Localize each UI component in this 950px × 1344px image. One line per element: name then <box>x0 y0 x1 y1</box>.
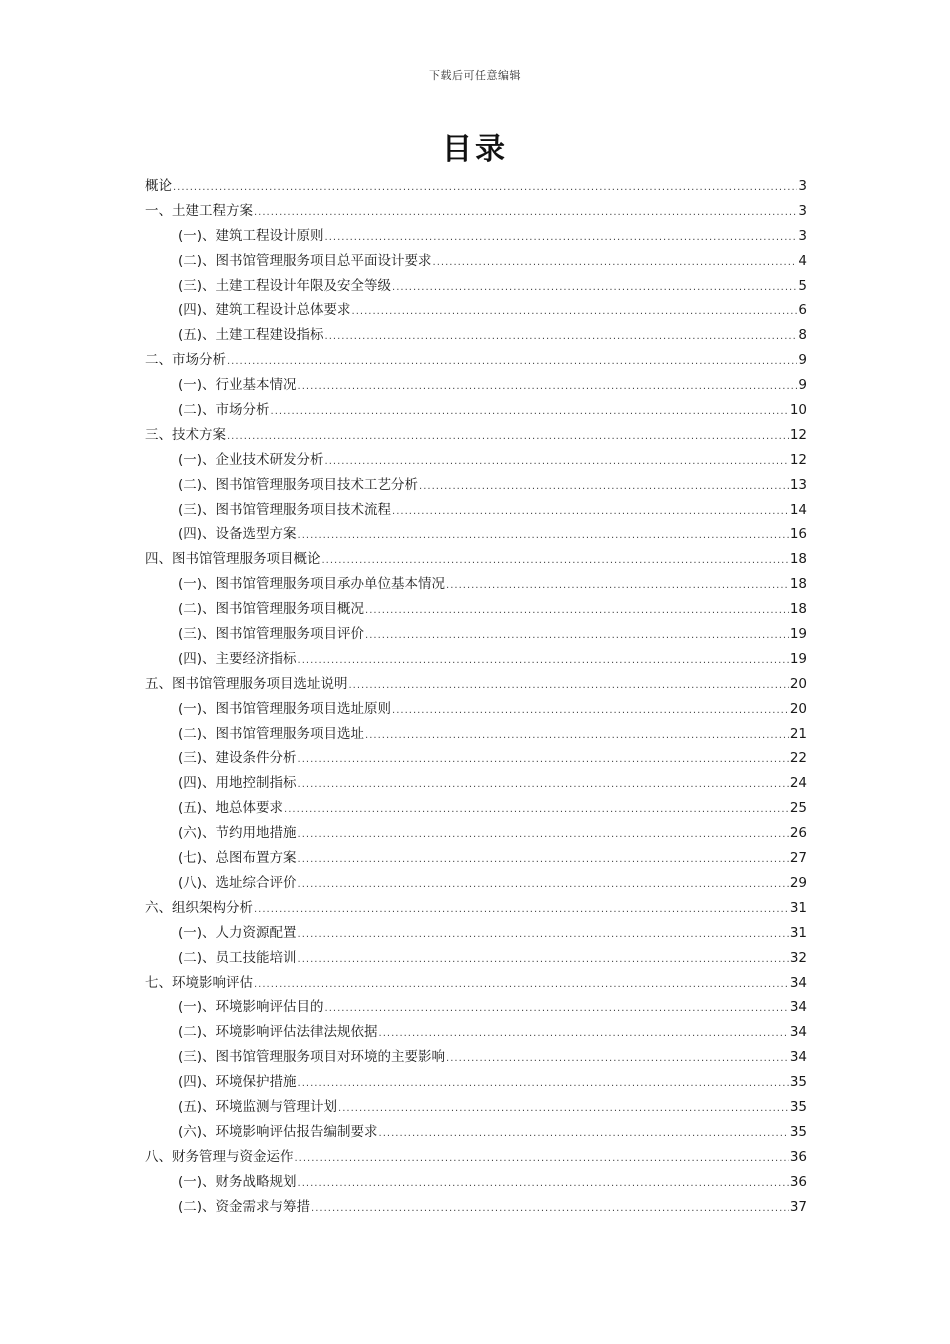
toc-dot-leader <box>227 425 789 450</box>
toc-dot-leader <box>298 1172 789 1197</box>
toc-page-number: 8 <box>798 327 807 344</box>
toc-dot-leader <box>298 773 789 798</box>
toc-page-number: 34 <box>789 1049 807 1066</box>
toc-entry-text: (五)、土建工程建设指标 <box>178 327 324 344</box>
toc-entry-section[interactable] <box>145 846 807 871</box>
toc-entry-text: 二、市场分析 <box>145 352 226 369</box>
toc-page-number: 3 <box>798 227 807 244</box>
toc-entry-section[interactable] <box>145 522 807 547</box>
toc-dot-leader <box>325 450 789 475</box>
toc-dot-leader <box>298 1072 789 1097</box>
toc-entry-text: (三)、土建工程设计年限及安全等级 <box>178 277 392 294</box>
toc-entry-section[interactable] <box>145 323 807 348</box>
toc-entry-text: (一)、图书馆管理服务项目承办单位基本情况 <box>178 576 446 593</box>
toc-entry-section[interactable] <box>145 1045 807 1070</box>
toc-dot-leader <box>446 574 789 599</box>
toc-entry-section[interactable] <box>145 473 807 498</box>
toc-entry-text: 八、财务管理与资金运作 <box>145 1148 294 1165</box>
toc-entry-text: (二)、资金需求与筹措 <box>178 1198 311 1215</box>
toc-page-number: 12 <box>789 426 807 443</box>
toc-dot-leader <box>254 898 789 923</box>
toc-entry-text: (四)、环境保护措施 <box>178 1074 297 1091</box>
toc-entry-text: (六)、环境影响评估报告编制要求 <box>178 1123 378 1140</box>
toc-page-number: 18 <box>789 576 807 593</box>
toc-dot-leader <box>365 624 789 649</box>
toc-entry-text: (一)、人力资源配置 <box>178 924 297 941</box>
toc-page-number: 6 <box>798 302 807 319</box>
toc-entry-text: (二)、图书馆管理服务项目概况 <box>178 601 365 618</box>
toc-dot-leader <box>271 400 789 425</box>
toc-entry-chapter[interactable] <box>145 199 807 224</box>
toc-entry-section[interactable] <box>145 448 807 473</box>
toc-entry-chapter[interactable] <box>145 896 807 921</box>
toc-entry-section[interactable] <box>145 722 807 747</box>
toc-entry-text: (一)、财务战略规划 <box>178 1173 297 1190</box>
toc-page-number: 34 <box>789 999 807 1016</box>
toc-entry-text: (二)、图书馆管理服务项目选址 <box>178 725 365 742</box>
toc-page-number: 4 <box>798 252 807 269</box>
toc-entry-section[interactable] <box>145 224 807 249</box>
toc-entry-text: (四)、用地控制指标 <box>178 775 297 792</box>
toc-dot-leader <box>419 475 789 500</box>
toc-entry-text: 六、组织架构分析 <box>145 899 253 916</box>
toc-entry-text: 五、图书馆管理服务项目选址说明 <box>145 675 348 692</box>
toc-page-number: 35 <box>789 1123 807 1140</box>
toc-entry-section[interactable] <box>145 821 807 846</box>
toc-dot-leader <box>352 300 798 325</box>
toc-dot-leader <box>365 599 789 624</box>
toc-dot-leader <box>295 1147 789 1172</box>
toc-entry-text: 七、环境影响评估 <box>145 974 253 991</box>
toc-entry-chapter[interactable] <box>145 672 807 697</box>
toc-entry-section[interactable] <box>145 921 807 946</box>
toc-entry-section[interactable] <box>145 871 807 896</box>
toc-dot-leader <box>322 549 789 574</box>
toc-page-number: 18 <box>789 601 807 618</box>
toc-entry-section[interactable] <box>145 995 807 1020</box>
toc-entry-chapter[interactable] <box>145 348 807 373</box>
toc-entry-section[interactable] <box>145 647 807 672</box>
toc-page-number: 22 <box>789 750 807 767</box>
toc-page-number: 34 <box>789 974 807 991</box>
toc-entry-text: (四)、建筑工程设计总体要求 <box>178 302 351 319</box>
toc-page-number: 24 <box>789 775 807 792</box>
toc-dot-leader <box>173 176 797 201</box>
toc-entry-section[interactable] <box>145 373 807 398</box>
toc-dot-leader <box>446 1047 789 1072</box>
toc-entry-section[interactable] <box>145 946 807 971</box>
toc-entry-text: (二)、市场分析 <box>178 402 270 419</box>
toc-dot-leader <box>298 948 789 973</box>
table-of-contents <box>145 174 807 1219</box>
toc-dot-leader <box>379 1122 789 1147</box>
toc-dot-leader <box>325 325 798 350</box>
toc-entry-text: (三)、图书馆管理服务项目评价 <box>178 626 365 643</box>
toc-entry-section[interactable] <box>145 622 807 647</box>
toc-page-number: 36 <box>789 1148 807 1165</box>
toc-entry-section[interactable] <box>145 298 807 323</box>
toc-dot-leader <box>392 699 789 724</box>
toc-page-number: 5 <box>798 277 807 294</box>
toc-entry-section[interactable] <box>145 796 807 821</box>
toc-entry-section[interactable] <box>145 597 807 622</box>
toc-dot-leader <box>298 375 798 400</box>
toc-entry-section[interactable] <box>145 249 807 274</box>
toc-entry-section[interactable] <box>145 697 807 722</box>
toc-dot-leader <box>298 923 789 948</box>
toc-dot-leader <box>254 973 789 998</box>
toc-page-number: 12 <box>789 451 807 468</box>
toc-entry-text: (一)、图书馆管理服务项目选址原则 <box>178 700 392 717</box>
toc-dot-leader <box>392 500 789 525</box>
toc-entry-section[interactable] <box>145 1195 807 1220</box>
toc-page-number: 3 <box>798 202 807 219</box>
toc-page-number: 35 <box>789 1074 807 1091</box>
toc-page-number: 21 <box>789 725 807 742</box>
toc-entry-chapter[interactable] <box>145 174 807 199</box>
toc-entry-text: (一)、建筑工程设计原则 <box>178 227 324 244</box>
toc-page-number: 14 <box>789 501 807 518</box>
toc-entry-text: (三)、建设条件分析 <box>178 750 297 767</box>
toc-entry-chapter[interactable] <box>145 547 807 572</box>
toc-page-number: 20 <box>789 700 807 717</box>
toc-dot-leader <box>298 524 789 549</box>
toc-entry-section[interactable] <box>145 398 807 423</box>
toc-entry-text: (一)、行业基本情况 <box>178 377 297 394</box>
toc-page-number: 9 <box>798 377 807 394</box>
toc-entry-text: 三、技术方案 <box>145 426 226 443</box>
toc-dot-leader <box>349 674 789 699</box>
toc-entry-text: (五)、地总体要求 <box>178 800 284 817</box>
toc-entry-text: (四)、主要经济指标 <box>178 650 297 667</box>
toc-dot-leader <box>365 724 789 749</box>
toc-page-number: 36 <box>789 1173 807 1190</box>
toc-dot-leader <box>379 1022 789 1047</box>
toc-entry-section[interactable] <box>145 1120 807 1145</box>
toc-page-number: 10 <box>789 402 807 419</box>
toc-dot-leader <box>298 649 789 674</box>
toc-dot-leader <box>298 873 789 898</box>
toc-entry-text: 四、图书馆管理服务项目概论 <box>145 551 321 568</box>
toc-dot-leader <box>227 350 797 375</box>
toc-entry-section[interactable] <box>145 274 807 299</box>
toc-entry-section[interactable] <box>145 1070 807 1095</box>
toc-page-number: 35 <box>789 1098 807 1115</box>
toc-entry-section[interactable] <box>145 771 807 796</box>
toc-dot-leader <box>311 1197 789 1222</box>
toc-dot-leader <box>284 798 789 823</box>
toc-page-number: 19 <box>789 626 807 643</box>
toc-dot-leader <box>325 226 798 251</box>
toc-page-number: 9 <box>798 352 807 369</box>
toc-entry-text: 概论 <box>145 178 172 194</box>
toc-page-number: 20 <box>789 675 807 692</box>
toc-page-number: 16 <box>789 526 807 543</box>
toc-entry-text: (一)、企业技术研发分析 <box>178 451 324 468</box>
toc-entry-text: (二)、图书馆管理服务项目技术工艺分析 <box>178 476 419 493</box>
toc-entry-chapter[interactable] <box>145 971 807 996</box>
toc-page-number: 37 <box>789 1198 807 1215</box>
toc-entry-section[interactable] <box>145 1020 807 1045</box>
toc-entry-text: (一)、环境影响评估目的 <box>178 999 324 1016</box>
toc-page-number: 29 <box>789 874 807 891</box>
toc-entry-text: (八)、选址综合评价 <box>178 874 297 891</box>
toc-entry-text: 一、土建工程方案 <box>145 202 253 219</box>
toc-page-number: 19 <box>789 650 807 667</box>
toc-entry-section[interactable] <box>145 572 807 597</box>
toc-dot-leader <box>433 251 798 276</box>
toc-entry-text: (二)、图书馆管理服务项目总平面设计要求 <box>178 252 432 269</box>
toc-dot-leader <box>254 201 797 226</box>
toc-entry-section[interactable] <box>145 746 807 771</box>
toc-entry-text: (四)、设备选型方案 <box>178 526 297 543</box>
toc-page-number: 25 <box>789 800 807 817</box>
toc-entry-chapter[interactable] <box>145 1145 807 1170</box>
toc-entry-text: (七)、总图布置方案 <box>178 850 297 867</box>
toc-dot-leader <box>298 748 789 773</box>
toc-dot-leader <box>338 1097 789 1122</box>
header-note: 下载后可任意编辑 <box>429 69 521 82</box>
toc-dot-leader <box>298 823 789 848</box>
toc-page-number: 26 <box>789 825 807 842</box>
toc-dot-leader <box>298 848 789 873</box>
toc-page-number: 31 <box>789 899 807 916</box>
toc-entry-section[interactable] <box>145 1170 807 1195</box>
toc-dot-leader <box>325 997 789 1022</box>
toc-title: 目录 <box>442 132 508 167</box>
toc-page-number: 13 <box>789 476 807 493</box>
toc-entry-text: (二)、员工技能培训 <box>178 949 297 966</box>
toc-dot-leader <box>392 276 797 301</box>
toc-entry-section[interactable] <box>145 1095 807 1120</box>
toc-entry-chapter[interactable] <box>145 423 807 448</box>
toc-page-number: 3 <box>798 178 807 194</box>
toc-entry-text: (三)、图书馆管理服务项目对环境的主要影响 <box>178 1049 446 1066</box>
toc-entry-text: (三)、图书馆管理服务项目技术流程 <box>178 501 392 518</box>
toc-entry-text: (六)、节约用地措施 <box>178 825 297 842</box>
toc-page-number: 31 <box>789 924 807 941</box>
toc-page-number: 18 <box>789 551 807 568</box>
toc-page-number: 27 <box>789 850 807 867</box>
toc-entry-section[interactable] <box>145 498 807 523</box>
toc-entry-text: (五)、环境监测与管理计划 <box>178 1098 338 1115</box>
toc-page-number: 32 <box>789 949 807 966</box>
toc-page-number: 34 <box>789 1024 807 1041</box>
toc-entry-text: (二)、环境影响评估法律法规依据 <box>178 1024 378 1041</box>
